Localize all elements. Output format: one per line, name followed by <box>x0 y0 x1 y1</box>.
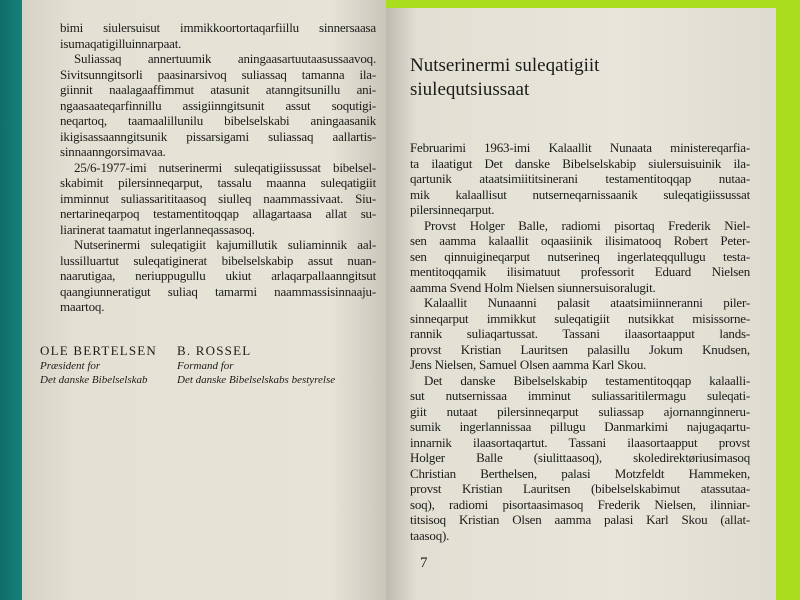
signature-b-rossel <box>177 343 335 387</box>
text-line: skabimit pilersinneqarput, tassalu maanna suleqatigiit <box>60 175 376 190</box>
text-line: aamma Svend Holm Nielsen siunnersuisoralugit. <box>410 279 656 295</box>
signature-ole-bertelsen <box>40 343 157 387</box>
left-page-text <box>60 20 376 315</box>
signature-role: Det danske Bibelselskabs bestyrelse <box>177 373 336 386</box>
signature-role: Formand for <box>177 359 234 372</box>
text-line: Februarimi 1963-imi Kalaallit Nunaata ministereqarfia- <box>410 140 750 155</box>
text-line: sinnaanngorsimavaa. <box>60 144 166 159</box>
text-line: maartoq. <box>60 299 105 314</box>
text-line: soq), radiomi pisortaasimasoq Frederik Nielsen, ilinniar- <box>410 496 750 512</box>
text-line: provst Kristian Lauritsen (bibelselskabimut atassutaa- <box>410 481 750 496</box>
text-line: taasoq). <box>410 527 450 543</box>
text-line: pilersinneqarput. <box>410 202 495 217</box>
text-line: imminnut suliassarititaasoq siulleq naammassivaat. Siu- <box>60 190 376 206</box>
chapter-title <box>410 54 750 102</box>
text-line: isumaqatigilluinnarpaat. <box>60 35 182 51</box>
left-page-content <box>40 20 376 387</box>
chapter-title-line: Nutserinermi suleqatigiit <box>410 55 600 76</box>
text-line: lussilluartut suleqatiginerat bibelselskabip assut nuan- <box>60 252 376 268</box>
page-number: 7 <box>420 555 428 571</box>
text-line: Holger Balle (siulittaasoq), skoledirektøriusimasoq <box>410 450 750 465</box>
text-line: naarutigaa, neriuppugullu ukiut arlaqarpallaanngitsut <box>60 268 376 283</box>
signature-name: OLE BERTELSEN <box>40 342 158 358</box>
text-line: mik kalaallisut nutserneqarnissaanik suleqatigiissussat <box>410 186 750 202</box>
text-line: sut nutsernissaa imminut suliassaritilermagu suleqati- <box>410 388 750 403</box>
text-line: neqartoq, taamaalillunilu bibelselskabi aningaasanik <box>60 113 376 128</box>
right-page-content <box>410 54 750 572</box>
text-line: ta ilaatigut Det danske Bibelselskabip siulersuisuinik ila- <box>410 155 750 171</box>
text-line: bimi siulersuisut immikkoortortaqarfiillu sinnersaasa <box>60 20 376 35</box>
text-line: Nutserinermi suleqatigiit kajumillutik suliaminnik aal- <box>74 237 376 252</box>
chapter-title-line: siulequtsiussaat <box>410 79 530 100</box>
text-line: qaangiunneratigut suliaq tamarmi naammassisinnaaju- <box>60 283 376 299</box>
text-line: nertarineqarpoq testamentitoqqap allagartaasa allat su- <box>60 206 376 221</box>
signature-role: Præsident for <box>40 359 101 372</box>
text-line: Det danske Bibelselskabip testamentitoqqap kalaalli- <box>424 372 750 388</box>
right-page <box>386 8 776 600</box>
text-line: titsisoq Kristian Olsen aamma palasi Karl Skou (allat- <box>410 512 750 527</box>
text-line: sen aamma kalaallit oqaasiinik ilisimatooq Robert Peter- <box>410 233 750 248</box>
signatures <box>40 343 376 387</box>
text-line: ikigisassaanngitsunik pissarsigami suliassaq aallartis- <box>60 128 376 144</box>
text-line: giinnit naalagaaffimmut atasunit atanngitsunillu ani- <box>60 82 376 97</box>
text-line: sinneqarput immikkut suleqatigiit nutsikkat misissorne- <box>410 310 750 326</box>
text-line: 25/6-1977-imi nutserinermi suleqatigiissussat bibelsel- <box>74 159 376 175</box>
right-page-text <box>410 140 750 543</box>
text-line: Suliassaq annertuumik aningaasartuutaasussaavoq. <box>74 51 376 66</box>
signature-name: B. ROSSEL <box>177 342 252 358</box>
text-line: Christian Berthelsen, palasi Motzfeldt Hammeken, <box>410 465 750 481</box>
text-line: Provst Holger Balle, radiomi pisortaq Frederik Niel- <box>424 217 750 233</box>
text-line: Kalaallit Nunaanni palasit ataatsimiinneranni piler- <box>424 295 750 310</box>
text-line: provst Kristian Lauritsen palasillu Jokum Knudsen, <box>410 341 750 357</box>
text-line: ngaasaateqarfinnillu assigiinngitsunit assut soqutigi- <box>60 97 376 113</box>
text-line: qartunik ataatsimiititsinerani testamentitoqqap nutaa- <box>410 171 750 186</box>
text-line: rannik suliaqartussat. Tassani ilaasortaapput lands- <box>410 326 750 341</box>
text-line: sen qinnuigineqarput nutserineq ingerlateqqullugu testa- <box>410 248 750 264</box>
text-line: mentitoqqamik ilisimatuut professorit Eduard Nielsen <box>410 264 750 279</box>
text-line: Sivitsunngitsorli paasinarsivoq suliassaq tamanna ila- <box>60 66 376 82</box>
left-page <box>22 0 386 600</box>
text-line: sumik ingerlannissaa pillugu Danmarkimi najugaqartu- <box>410 419 750 434</box>
text-line: giit nutaat pilersinneqarput suliassap ajornannginneru- <box>410 403 750 419</box>
signature-role: Det danske Bibelselskab <box>40 373 148 386</box>
text-line: Jens Nielsen, Samuel Olsen aamma Karl Skou. <box>410 357 647 372</box>
text-line: liarinerat taamatut ingerlanneqassasoq. <box>60 221 255 237</box>
text-line: innarnik ilaasortaqartut. Tassani ilaasortaapput provst <box>410 434 750 450</box>
